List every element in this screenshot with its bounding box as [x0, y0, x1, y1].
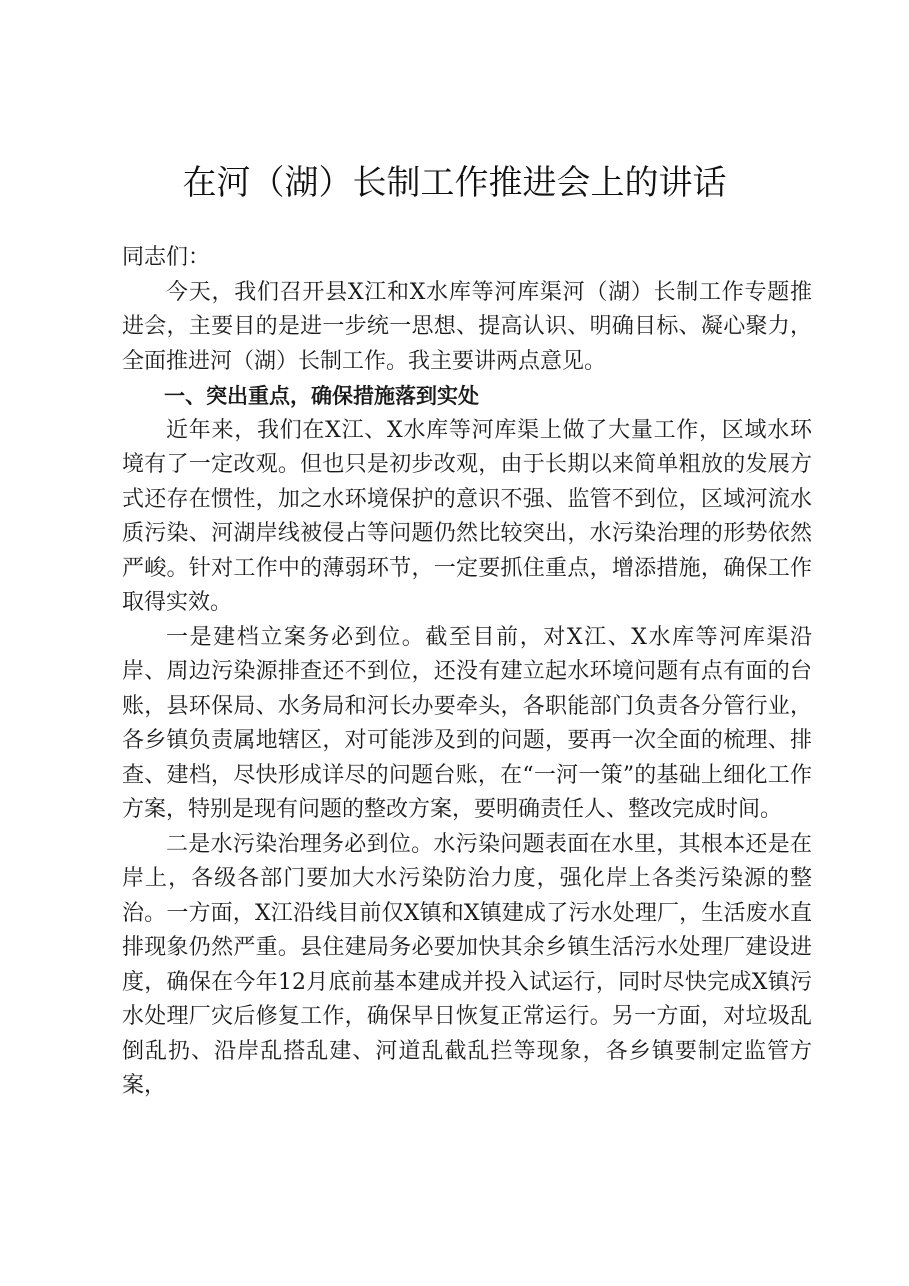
paragraph-intro: 今天，我们召开县X江和X水库等河库渠河（湖）长制工作专题推进会，主要目的是进一步统一思想、提高认识、明确目标、凝心聚力，全面推进河（湖）长制工作。我主要讲两点意见。	[122, 279, 812, 374]
document-body	[122, 241, 812, 1104]
section-heading-1: 一、突出重点，确保措施落到实处	[164, 384, 479, 408]
salutation: 同志们：	[122, 245, 211, 270]
document-title: 在河（湖）长制工作推进会上的讲话	[182, 163, 727, 203]
paragraph-point-1: 一是建档立案务必到位。截至目前，对X江、X水库等河库渠沿岸、周边污染源排查还不到位，还没有建立起水环境问题有点有面的台账，县环保局、水务局和河长办要牵头，各职能部门负责各分管行业，各乡镇负责属地辖区，对可能涉及到的问题，要再一次全面的梳理、排查、建档，尽快形成详尽的问题台账，在“一河一策”的基础上细化工作方案，特别是现有问题的整改方案，要明确责任人、整改完成时间。	[122, 624, 812, 822]
paragraph-point-2: 二是水污染治理务必到位。水污染问题表面在水里，其根本还是在岸上，各级各部门要加大水污染防治力度，强化岸上各类污染源的整治。一方面，X江沿线目前仅X镇和X镇建成了污水处理厂，生活废水直排现象仍然严重。县住建局务必要加快其余乡镇生活污水处理厂建设进度，确保在今年12月底前基本建成并投入试运行，同时尽快完成X镇污水处理厂灾后修复工作，确保早日恢复正常运行。另一方面，对垃圾乱倒乱扔、沿岸乱搭乱建、河道乱截乱拦等现象，各乡镇要制定监管方案，	[122, 831, 812, 1098]
paragraph-background: 近年来，我们在X江、X水库等河库渠上做了大量工作，区域水环境有了一定改观。但也只是初步改观，由于长期以来简单粗放的发展方式还存在惯性，加之水环境保护的意识不强、监管不到位，区域河流水质污染、河湖岸线被侵占等问题仍然比较突出，水污染治理的形势依然严峻。针对工作中的薄弱环节，一定要抓住重点，增添措施，确保工作取得实效。	[122, 417, 812, 615]
